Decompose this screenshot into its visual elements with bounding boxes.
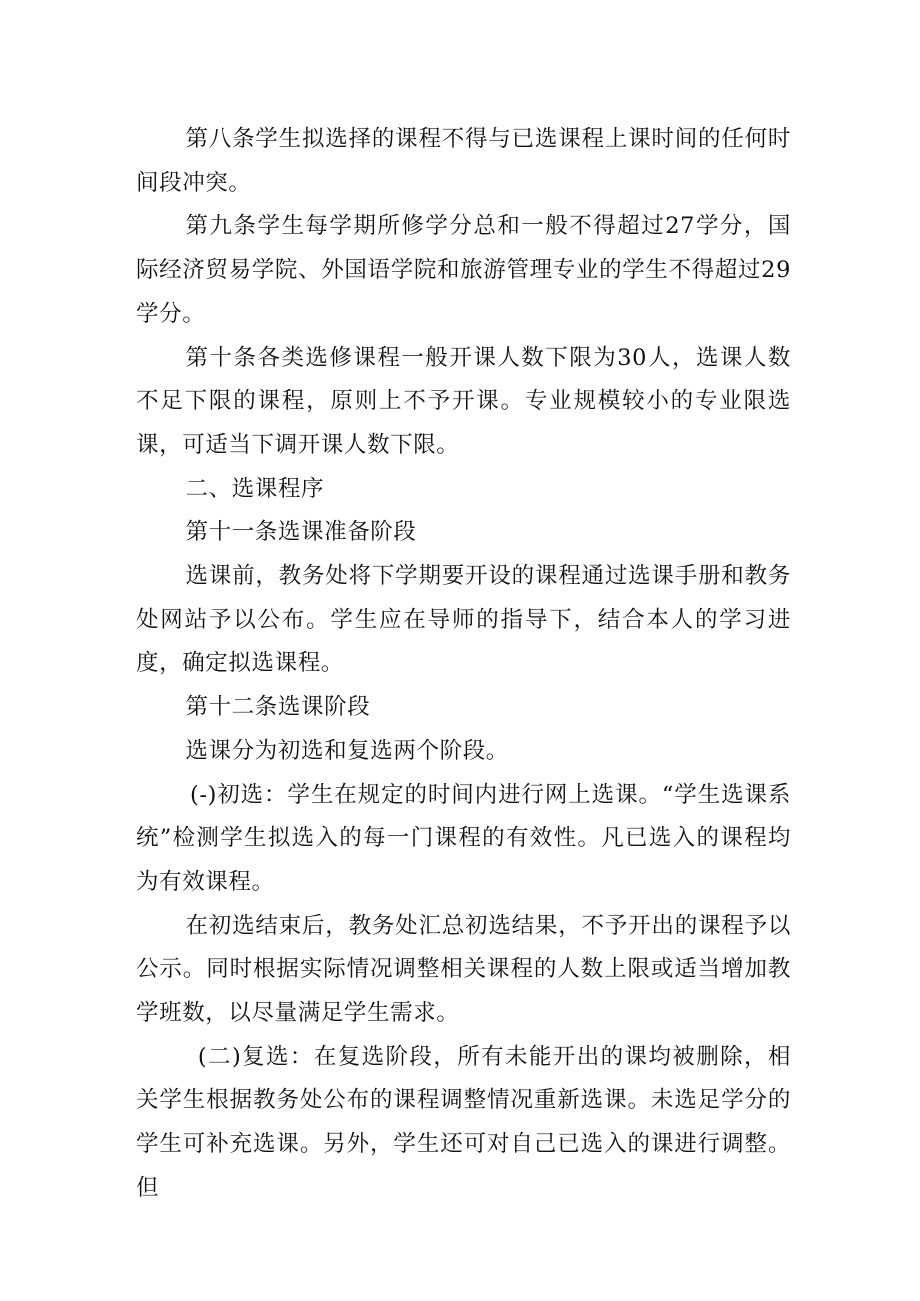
paragraph-article-11-title: 第十一条选课准备阶段 bbox=[185, 519, 417, 546]
paragraph-article-10: 第十条各类选修课程一般开课人数下限为30人，选课人数不足下限的课程，原则上不予开课。专业规模较小的专业限选课，可适当下调开课人数下限。 bbox=[136, 344, 791, 458]
paragraph-article-12-title: 第十二条选课阶段 bbox=[185, 694, 371, 721]
paragraph-re-selection: (二)复选：在复选阶段，所有未能开出的课均被删除，相关学生根据教务处公布的课程调整情况重新选课。未选足学分的学生可补充选课。另外，学生还可对自己已选入的课进行调整。但 bbox=[136, 1043, 791, 1201]
document-body bbox=[136, 118, 791, 1211]
paragraph-initial-selection: (-)初选：学生在规定的时间内进行网上选课。“学生选课系统”检测学生拟选入的每一门课程的有效性。凡已选入的课程均为有效课程。 bbox=[136, 781, 791, 895]
paragraph-after-initial-selection: 在初选结束后，教务处汇总初选结果，不予开出的课程予以公示。同时根据实际情况调整相关课程的人数上限或适当增加教学班数，以尽量满足学生需求。 bbox=[136, 912, 791, 1027]
paragraph-article-8: 第八条学生拟选择的课程不得与已选课程上课时间的任何时间段冲突。 bbox=[136, 126, 791, 196]
section-heading-course-selection-procedure: 二、选课程序 bbox=[185, 475, 325, 502]
paragraph-article-9: 第九条学生每学期所修学分总和一般不得超过27学分，国际经济贸易学院、外国语学院和旅游管理专业的学生不得超过29学分。 bbox=[136, 213, 791, 327]
paragraph-preparation-stage: 选课前，教务处将下学期要开设的课程通过选课手册和教务处网站予以公布。学生应在导师的指导下，结合本人的学习进度，确定拟选课程。 bbox=[136, 563, 791, 677]
paragraph-two-stages: 选课分为初选和复选两个阶段。 bbox=[185, 737, 509, 764]
